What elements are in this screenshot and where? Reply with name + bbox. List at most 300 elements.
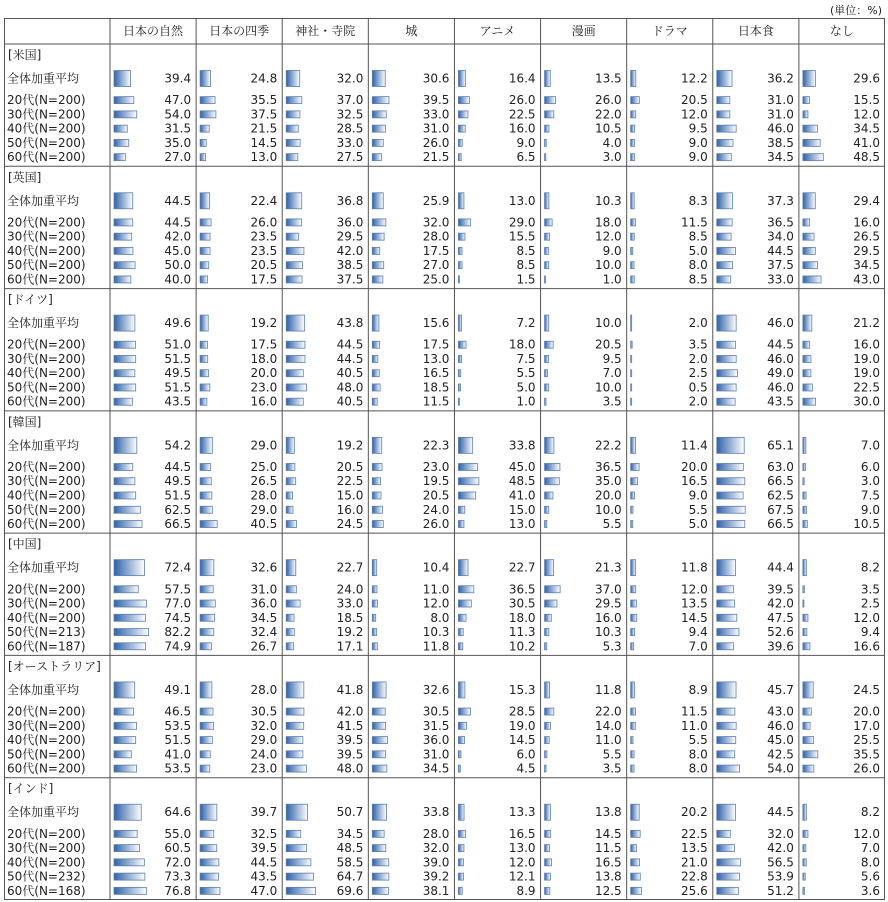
bar bbox=[372, 71, 385, 87]
bar bbox=[458, 629, 463, 636]
data-label: 22.5 bbox=[336, 474, 364, 489]
bar bbox=[114, 97, 134, 104]
data-label: 3.6 bbox=[860, 883, 880, 898]
data-label: 47.0 bbox=[164, 93, 192, 108]
row-label-age: 50代(N=200) bbox=[7, 135, 86, 150]
data-label: 69.6 bbox=[336, 883, 364, 898]
data-label: 15.0 bbox=[336, 488, 364, 503]
bar bbox=[372, 219, 385, 226]
bar bbox=[803, 586, 804, 593]
bar bbox=[286, 873, 313, 880]
data-label: 16.5 bbox=[508, 826, 536, 841]
bar bbox=[200, 708, 213, 715]
bar bbox=[458, 463, 477, 470]
bar bbox=[286, 887, 315, 894]
bar bbox=[200, 125, 209, 132]
data-label: 22.5 bbox=[853, 380, 880, 395]
data-label: 16.0 bbox=[853, 337, 880, 352]
bar bbox=[372, 751, 385, 758]
data-label: 49.5 bbox=[164, 474, 192, 489]
bar bbox=[717, 315, 736, 331]
row-label-age: 50代(N=213) bbox=[7, 625, 86, 640]
bar bbox=[631, 804, 640, 820]
bar bbox=[803, 97, 810, 104]
row-label-age: 60代(N=200) bbox=[7, 394, 86, 409]
bar bbox=[200, 97, 215, 104]
bar bbox=[717, 765, 740, 772]
data-label: 11.0 bbox=[681, 718, 708, 733]
data-label: 35.5 bbox=[853, 747, 880, 762]
data-label: 44.5 bbox=[336, 337, 364, 352]
bar bbox=[114, 71, 131, 87]
bar bbox=[458, 614, 466, 621]
data-label: 49.0 bbox=[767, 366, 794, 381]
data-label: 8.5 bbox=[516, 243, 536, 258]
bar bbox=[286, 341, 305, 348]
bar bbox=[631, 384, 632, 391]
bar bbox=[545, 384, 549, 391]
bar bbox=[372, 560, 376, 576]
data-label: 19.5 bbox=[422, 474, 450, 489]
bar bbox=[200, 682, 212, 698]
bar bbox=[631, 247, 633, 254]
bar bbox=[200, 247, 210, 254]
data-label: 22.5 bbox=[508, 107, 536, 122]
data-label: 33.8 bbox=[508, 438, 536, 453]
bar bbox=[631, 887, 642, 894]
bar bbox=[631, 600, 637, 607]
bar bbox=[200, 506, 212, 513]
data-label: 10.4 bbox=[422, 560, 450, 575]
region-label: [米国] bbox=[8, 48, 42, 62]
data-label: 31.5 bbox=[422, 718, 450, 733]
bar bbox=[545, 737, 550, 744]
data-label: 13.3 bbox=[508, 805, 536, 820]
row-label-age: 30代(N=200) bbox=[7, 107, 86, 122]
bar bbox=[631, 765, 634, 772]
bar bbox=[200, 722, 213, 729]
data-label: 2.0 bbox=[688, 351, 708, 366]
bar bbox=[286, 560, 296, 576]
bar bbox=[717, 859, 741, 866]
bar bbox=[717, 751, 735, 758]
data-label: 44.5 bbox=[767, 805, 794, 820]
bar bbox=[372, 111, 386, 118]
bar bbox=[717, 830, 730, 837]
data-label: 50.0 bbox=[164, 258, 192, 273]
column-header: 神社・寺院 bbox=[295, 24, 356, 38]
row-label-age: 30代(N=200) bbox=[7, 841, 86, 856]
bar bbox=[372, 315, 379, 331]
row-label-age: 60代(N=200) bbox=[7, 272, 86, 287]
bar bbox=[717, 384, 736, 391]
bar bbox=[631, 629, 635, 636]
data-label: 32.0 bbox=[250, 718, 278, 733]
data-label: 44.5 bbox=[250, 855, 278, 870]
data-label: 24.5 bbox=[853, 682, 880, 697]
bar bbox=[286, 233, 298, 240]
data-label: 32.0 bbox=[336, 71, 364, 86]
data-label: 7.0 bbox=[860, 438, 880, 453]
data-label: 32.5 bbox=[336, 107, 364, 122]
bar bbox=[200, 737, 212, 744]
data-label: 39.4 bbox=[164, 71, 192, 86]
column-header: ドラマ bbox=[651, 24, 688, 38]
data-label: 4.5 bbox=[516, 761, 536, 776]
data-label: 40.5 bbox=[336, 394, 364, 409]
bar bbox=[286, 315, 304, 331]
data-label: 21.5 bbox=[422, 150, 450, 165]
data-label: 63.0 bbox=[767, 459, 794, 474]
data-label: 0.5 bbox=[688, 380, 708, 395]
data-label: 18.0 bbox=[508, 610, 536, 625]
data-label: 8.3 bbox=[688, 193, 708, 208]
bar bbox=[803, 521, 807, 528]
data-label: 41.0 bbox=[508, 488, 536, 503]
data-label: 46.0 bbox=[767, 121, 794, 136]
data-label: 25.0 bbox=[250, 459, 278, 474]
data-label: 38.1 bbox=[422, 883, 450, 898]
bar bbox=[372, 262, 383, 269]
bar bbox=[114, 154, 125, 161]
bar bbox=[200, 437, 212, 453]
data-label: 11.0 bbox=[594, 733, 622, 748]
data-label: 44.5 bbox=[767, 337, 794, 352]
bar bbox=[200, 111, 216, 118]
data-label: 10.5 bbox=[594, 121, 622, 136]
bar bbox=[372, 154, 381, 161]
bar bbox=[803, 600, 804, 607]
bar bbox=[286, 111, 300, 118]
bar bbox=[545, 341, 554, 348]
data-label: 16.5 bbox=[594, 855, 622, 870]
bar bbox=[458, 887, 462, 894]
data-label: 45.0 bbox=[508, 459, 536, 474]
data-label: 8.9 bbox=[516, 883, 536, 898]
bar bbox=[372, 247, 379, 254]
data-label: 26.5 bbox=[853, 229, 880, 244]
bar bbox=[717, 643, 734, 650]
data-label: 29.0 bbox=[250, 733, 278, 748]
data-label: 37.0 bbox=[594, 582, 622, 597]
data-label: 15.5 bbox=[853, 93, 880, 108]
bar bbox=[545, 614, 552, 621]
bar bbox=[114, 276, 131, 283]
data-label: 15.0 bbox=[508, 502, 536, 517]
bar bbox=[286, 765, 306, 772]
bar bbox=[286, 859, 311, 866]
bar bbox=[114, 859, 144, 866]
data-label: 2.5 bbox=[860, 596, 880, 611]
row-label-age: 60代(N=168) bbox=[7, 883, 86, 898]
data-label: 9.5 bbox=[602, 351, 622, 366]
data-label: 2.0 bbox=[688, 394, 708, 409]
data-label: 19.2 bbox=[336, 438, 364, 453]
data-label: 33.0 bbox=[422, 107, 450, 122]
bar bbox=[631, 737, 633, 744]
bar bbox=[717, 614, 737, 621]
bar bbox=[372, 643, 377, 650]
data-label: 46.0 bbox=[767, 351, 794, 366]
bar bbox=[717, 873, 740, 880]
data-label: 72.0 bbox=[164, 855, 192, 870]
data-label: 18.0 bbox=[594, 215, 622, 230]
bar bbox=[372, 722, 385, 729]
data-label: 12.1 bbox=[508, 869, 536, 884]
data-label: 48.5 bbox=[336, 841, 364, 856]
bar bbox=[372, 521, 383, 528]
bar bbox=[372, 398, 377, 405]
bar bbox=[545, 506, 549, 513]
bar bbox=[114, 506, 140, 513]
bar bbox=[458, 384, 460, 391]
bar bbox=[717, 845, 735, 852]
bar bbox=[717, 722, 736, 729]
bar bbox=[545, 398, 546, 405]
column-header: 日本の四季 bbox=[209, 24, 270, 38]
bar bbox=[803, 233, 814, 240]
bar bbox=[803, 682, 813, 698]
data-label: 32.0 bbox=[422, 215, 450, 230]
data-label: 5.5 bbox=[602, 517, 622, 532]
data-label: 15.5 bbox=[508, 229, 536, 244]
bar bbox=[114, 398, 132, 405]
bar bbox=[458, 341, 466, 348]
data-label: 51.5 bbox=[164, 488, 192, 503]
bar bbox=[200, 614, 215, 621]
bar bbox=[200, 276, 207, 283]
row-label-age: 40代(N=200) bbox=[7, 488, 86, 503]
bar bbox=[717, 398, 735, 405]
data-label: 48.5 bbox=[853, 150, 880, 165]
data-label: 76.8 bbox=[164, 883, 192, 898]
bar bbox=[114, 437, 137, 453]
bar bbox=[458, 708, 470, 715]
data-label: 47.0 bbox=[250, 883, 278, 898]
data-label: 54.0 bbox=[767, 761, 794, 776]
data-label: 13.0 bbox=[508, 517, 536, 532]
bar bbox=[631, 437, 636, 453]
bar bbox=[631, 722, 636, 729]
bar bbox=[717, 708, 735, 715]
data-label: 3.5 bbox=[688, 337, 708, 352]
bar bbox=[803, 370, 811, 377]
bar bbox=[803, 154, 823, 161]
data-label: 12.0 bbox=[853, 610, 880, 625]
bar bbox=[717, 804, 736, 820]
bar bbox=[717, 463, 744, 470]
data-label: 47.5 bbox=[767, 610, 794, 625]
row-label-age: 60代(N=200) bbox=[7, 761, 86, 776]
data-label: 9.4 bbox=[860, 625, 880, 640]
data-label: 1.0 bbox=[602, 272, 622, 287]
bar bbox=[200, 370, 208, 377]
bar bbox=[372, 887, 388, 894]
data-label: 20.2 bbox=[681, 805, 708, 820]
bar bbox=[631, 111, 636, 118]
bar bbox=[717, 341, 736, 348]
bar bbox=[200, 355, 208, 362]
bar bbox=[458, 111, 467, 118]
data-label: 2.5 bbox=[688, 366, 708, 381]
bar bbox=[286, 708, 304, 715]
bar bbox=[286, 492, 292, 499]
bar bbox=[803, 315, 812, 331]
bar bbox=[372, 276, 383, 283]
bar bbox=[803, 859, 806, 866]
data-label: 22.0 bbox=[594, 704, 622, 719]
bar bbox=[372, 737, 387, 744]
bar bbox=[631, 521, 633, 528]
bar bbox=[286, 737, 303, 744]
bar bbox=[717, 154, 732, 161]
bar bbox=[545, 315, 549, 331]
data-label: 17.5 bbox=[250, 337, 278, 352]
data-label: 5.0 bbox=[688, 517, 708, 532]
bar bbox=[286, 643, 293, 650]
data-label: 27.5 bbox=[336, 150, 364, 165]
bar bbox=[545, 276, 546, 283]
data-label: 9.0 bbox=[688, 150, 708, 165]
data-label: 24.8 bbox=[250, 71, 278, 86]
data-label: 43.8 bbox=[336, 316, 364, 331]
bar bbox=[631, 71, 636, 87]
bar bbox=[717, 276, 731, 283]
bar bbox=[286, 521, 296, 528]
bar bbox=[458, 154, 461, 161]
bar bbox=[200, 262, 209, 269]
bar bbox=[717, 97, 730, 104]
bar bbox=[803, 804, 806, 820]
bar bbox=[545, 139, 547, 146]
bar bbox=[458, 276, 459, 283]
data-label: 2.0 bbox=[688, 316, 708, 331]
data-label: 40.0 bbox=[164, 272, 192, 287]
data-label: 64.7 bbox=[336, 869, 364, 884]
data-label: 37.5 bbox=[336, 272, 364, 287]
data-label: 11.8 bbox=[594, 682, 622, 697]
bar bbox=[458, 437, 472, 453]
data-label: 10.0 bbox=[594, 258, 622, 273]
bar bbox=[458, 125, 465, 132]
bar bbox=[286, 154, 298, 161]
bar bbox=[458, 233, 465, 240]
data-label: 26.0 bbox=[250, 215, 278, 230]
data-label: 10.0 bbox=[594, 316, 622, 331]
bar bbox=[458, 859, 463, 866]
bar bbox=[717, 737, 736, 744]
bar bbox=[631, 751, 634, 758]
bar bbox=[631, 478, 638, 485]
bar bbox=[114, 315, 135, 331]
bar bbox=[372, 478, 380, 485]
data-label: 39.6 bbox=[767, 639, 794, 654]
bar bbox=[717, 600, 735, 607]
data-label: 23.5 bbox=[250, 229, 278, 244]
bar bbox=[803, 478, 804, 485]
data-label: 9.5 bbox=[688, 121, 708, 136]
data-label: 34.5 bbox=[767, 150, 794, 165]
data-label: 3.5 bbox=[602, 761, 622, 776]
region-label: [インド] bbox=[8, 781, 54, 796]
data-label: 37.3 bbox=[767, 193, 794, 208]
bar bbox=[631, 614, 637, 621]
bar bbox=[286, 478, 295, 485]
data-label: 10.0 bbox=[594, 380, 622, 395]
data-label: 21.2 bbox=[853, 316, 880, 331]
bar bbox=[286, 139, 300, 146]
data-label: 46.0 bbox=[767, 316, 794, 331]
data-label: 67.5 bbox=[767, 502, 794, 517]
data-label: 49.1 bbox=[164, 682, 192, 697]
data-label: 32.6 bbox=[422, 682, 450, 697]
row-label-average: 全体加重平均 bbox=[7, 71, 80, 86]
bar bbox=[717, 437, 744, 453]
bar bbox=[803, 463, 806, 470]
data-label: 31.0 bbox=[250, 582, 278, 597]
data-label: 12.0 bbox=[422, 596, 450, 611]
bar bbox=[803, 629, 807, 636]
bar bbox=[372, 437, 381, 453]
bar bbox=[545, 765, 546, 772]
data-label: 31.0 bbox=[422, 747, 450, 762]
data-label: 3.5 bbox=[860, 582, 880, 597]
data-label: 44.5 bbox=[767, 243, 794, 258]
bar bbox=[545, 708, 554, 715]
bar bbox=[803, 111, 808, 118]
data-label: 29.0 bbox=[250, 502, 278, 517]
bar bbox=[286, 398, 303, 405]
data-label: 37.0 bbox=[336, 93, 364, 108]
bar bbox=[372, 629, 376, 636]
column-header: なし bbox=[829, 24, 854, 38]
data-label: 8.0 bbox=[860, 855, 880, 870]
row-label-age: 30代(N=200) bbox=[7, 229, 86, 244]
bar bbox=[458, 830, 465, 837]
data-label: 12.2 bbox=[681, 71, 708, 86]
data-label: 13.0 bbox=[250, 150, 278, 165]
bar bbox=[717, 111, 730, 118]
data-label: 30.5 bbox=[250, 704, 278, 719]
data-label: 44.4 bbox=[767, 560, 794, 575]
bar bbox=[631, 233, 635, 240]
bar bbox=[200, 873, 218, 880]
bar bbox=[372, 873, 389, 880]
row-label-average: 全体加重平均 bbox=[7, 682, 80, 697]
bar bbox=[631, 219, 636, 226]
data-label: 26.0 bbox=[853, 761, 880, 776]
data-label: 9.0 bbox=[516, 135, 536, 150]
data-label: 32.5 bbox=[250, 826, 278, 841]
data-label: 44.5 bbox=[164, 459, 192, 474]
bar bbox=[200, 193, 209, 209]
data-label: 11.5 bbox=[422, 394, 450, 409]
data-label: 45.0 bbox=[767, 733, 794, 748]
bar bbox=[200, 586, 213, 593]
data-label: 7.5 bbox=[860, 488, 880, 503]
bar bbox=[200, 315, 208, 331]
bar bbox=[803, 355, 811, 362]
data-label: 9.4 bbox=[688, 625, 708, 640]
column-header: 日本の自然 bbox=[123, 24, 184, 38]
data-label: 25.5 bbox=[853, 733, 880, 748]
data-label: 3.0 bbox=[602, 150, 622, 165]
bar bbox=[717, 233, 731, 240]
bar bbox=[545, 845, 550, 852]
bar bbox=[631, 560, 636, 576]
region-label: [中国] bbox=[8, 537, 42, 552]
bar bbox=[458, 682, 464, 698]
